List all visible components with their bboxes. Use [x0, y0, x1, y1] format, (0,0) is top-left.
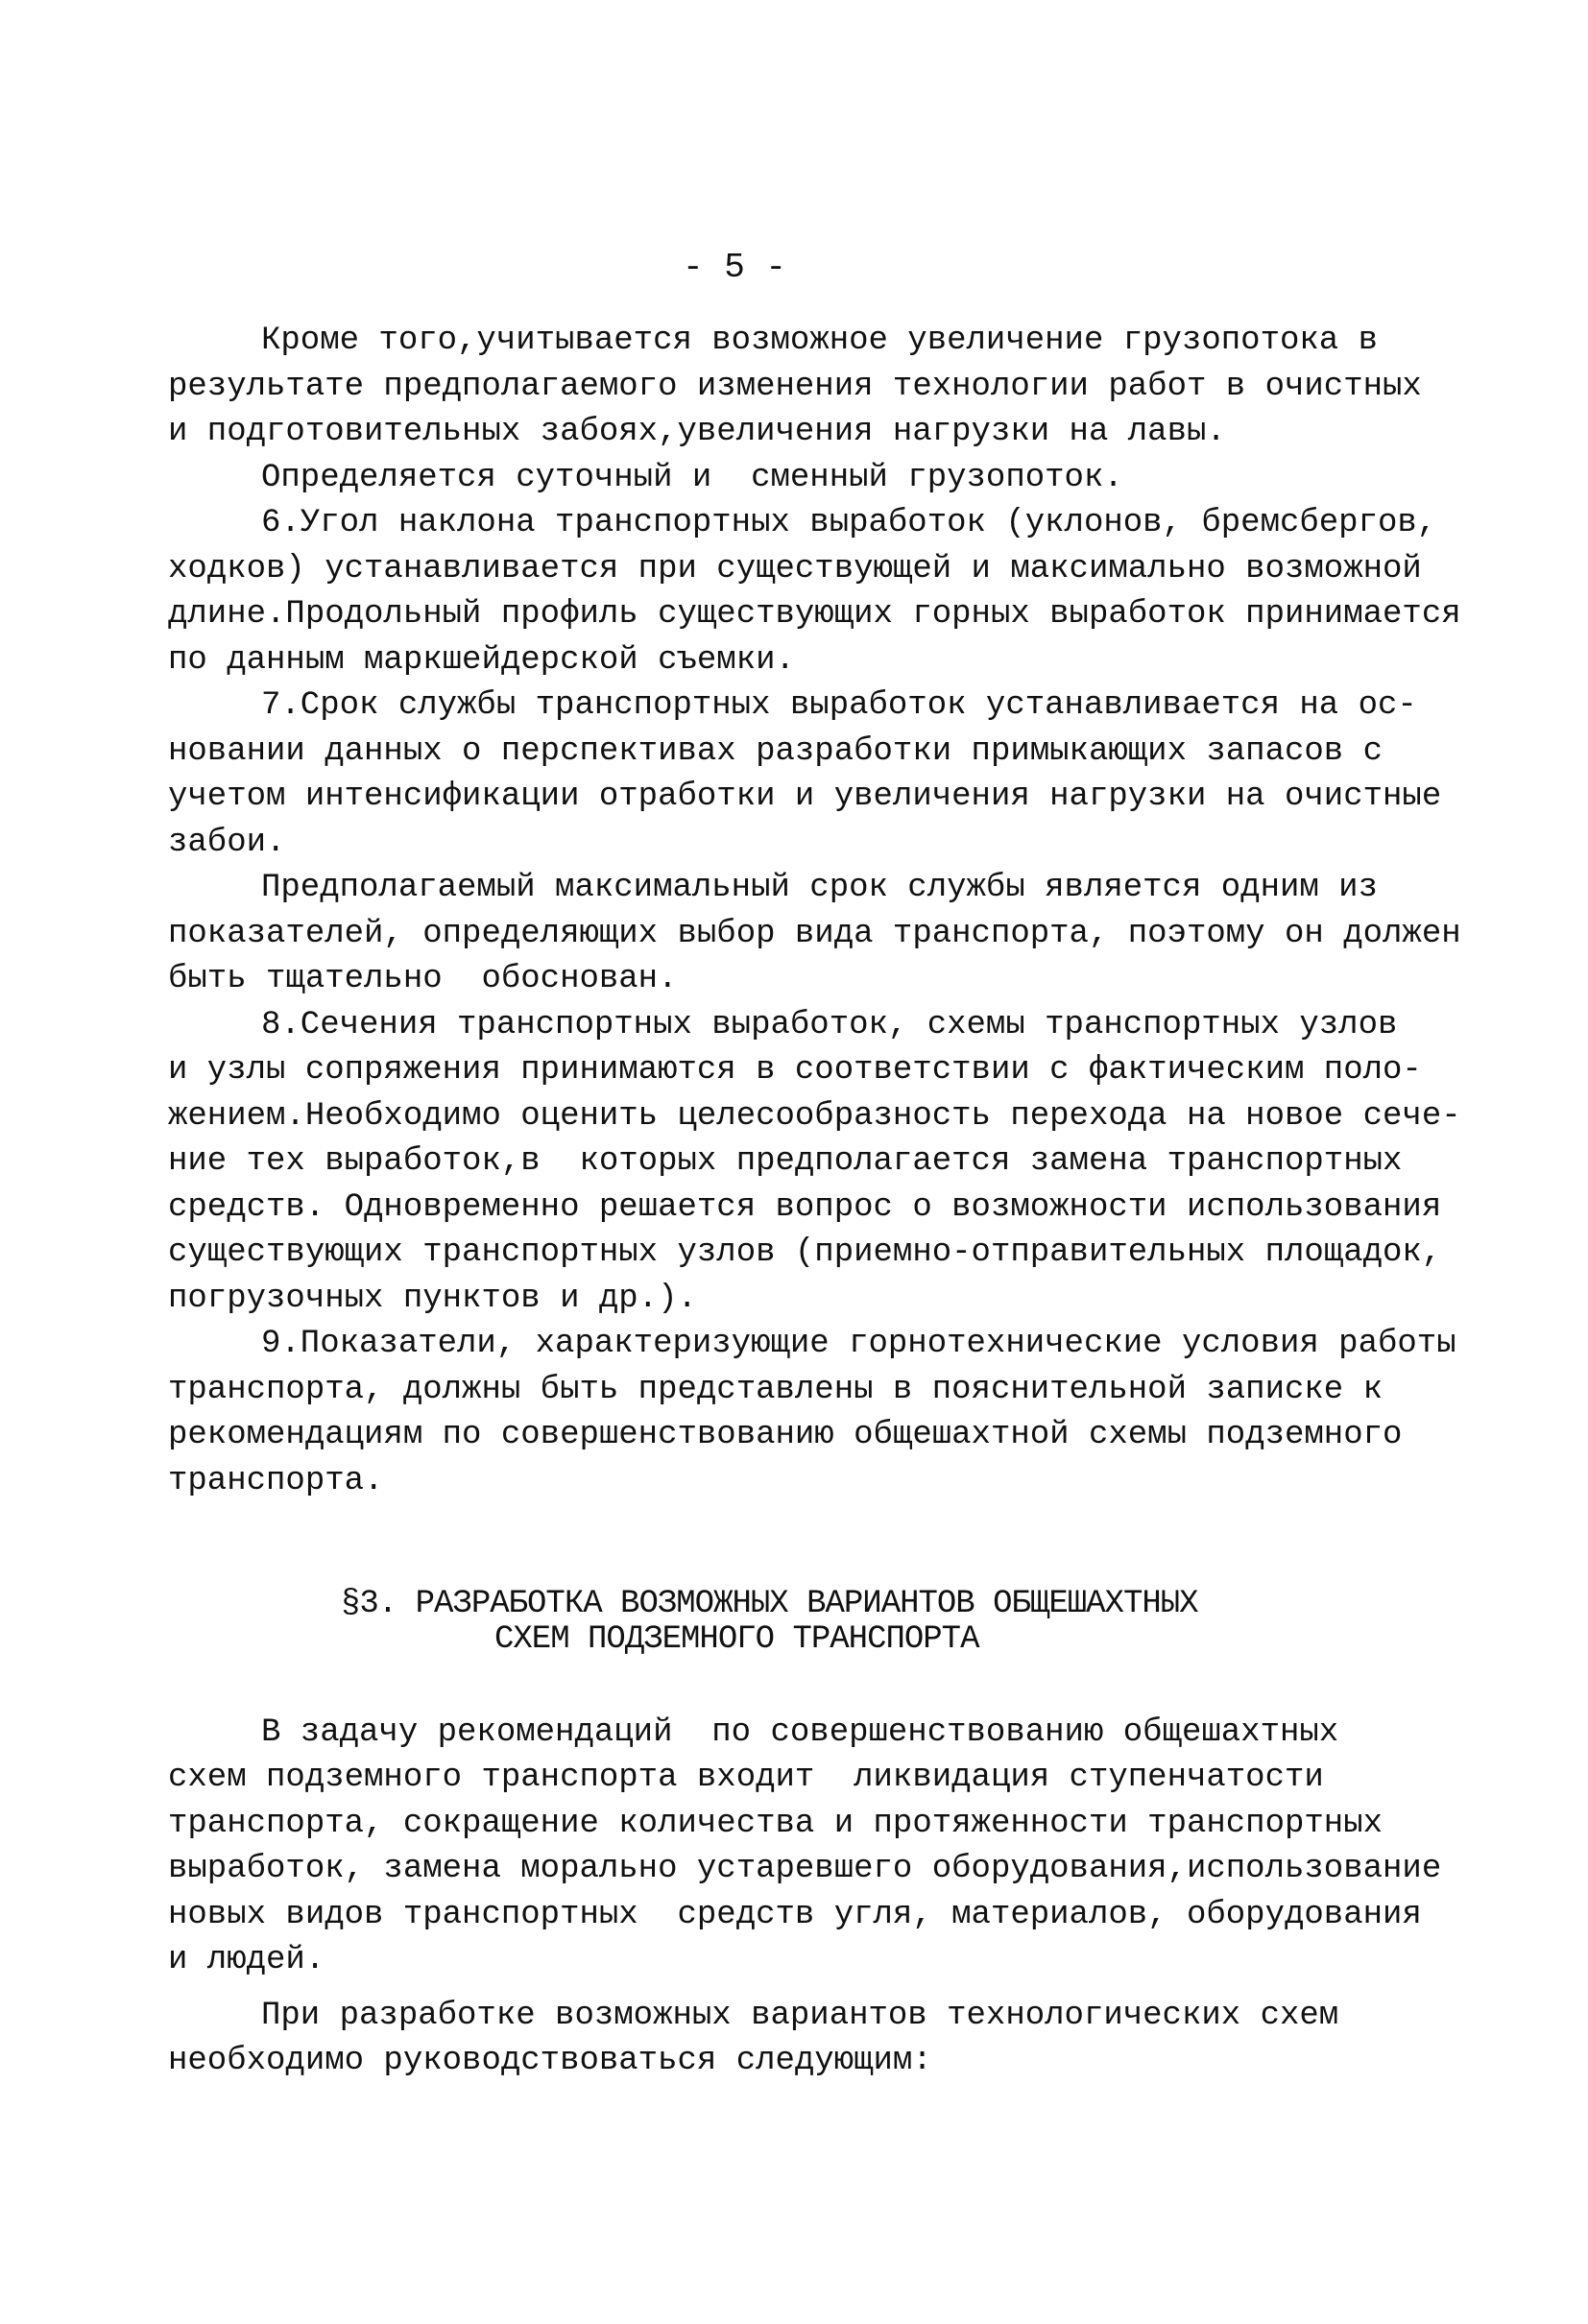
text-line: и людей.	[168, 1942, 325, 1978]
section-heading-line: §3. РАЗРАБОТКА ВОЗМОЖНЫХ ВАРИАНТОВ ОБЩЕШАХТНЫХ	[341, 1586, 1198, 1622]
text-line: Кроме того,учитывается возможное увеличение грузопотока в	[261, 323, 1378, 359]
text-line: и узлы сопряжения принимаются в соответствии с фактическим поло-	[168, 1052, 1422, 1089]
text-line: по данным маркшейдерской съемки.	[168, 642, 795, 679]
text-line: учетом интенсификации отработки и увеличения нагрузки на очистные	[168, 779, 1442, 815]
text-line: схем подземного транспорта входит ликвидация ступенчатости	[168, 1760, 1324, 1796]
text-line: новых видов транспортных средств угля, материалов, оборудования	[168, 1897, 1422, 1933]
text-line: транспорта.	[168, 1463, 384, 1499]
text-line: рекомендациям по совершенствованию общешахтной схемы подземного	[168, 1417, 1403, 1453]
text-line: транспорта, сокращение количества и протяженности транспортных	[168, 1806, 1383, 1842]
text-line: 6.Угол наклона транспортных выработок (уклонов, бремсбергов,	[261, 505, 1437, 541]
section-heading-line: СХЕМ ПОДЗЕМНОГО ТРАНСПОРТА	[494, 1621, 979, 1658]
text-line: В задачу рекомендаций по совершенствованию общешахтных	[261, 1714, 1339, 1751]
text-line: 9.Показатели, характеризующие горнотехнические условия работы	[261, 1326, 1456, 1362]
text-line: 7.Срок службы транспортных выработок устанавливается на ос-	[261, 687, 1417, 724]
text-line: необходимо руководствоваться следующим:	[168, 2043, 932, 2079]
text-line: выработок, замена морально устаревшего оборудования,использование	[168, 1851, 1442, 1887]
text-line: ние тех выработок,в которых предполагается замена транспортных	[168, 1143, 1403, 1180]
text-line: новании данных о перспективах разработки примыкающих запасов с	[168, 733, 1383, 770]
text-line: Определяется суточный и сменный грузопоток.	[261, 460, 1123, 496]
text-line: средств. Одновременно решается вопрос о возможности использования	[168, 1189, 1442, 1226]
text-line: и подготовительных забоях,увеличения нагрузки на лавы.	[168, 414, 1226, 450]
page-number: - 5 -	[682, 248, 787, 287]
text-line: существующих транспортных узлов (приемно-отправительных площадок,	[168, 1234, 1442, 1271]
text-line: жением.Необходимо оценить целесообразность перехода на новое сече-	[168, 1098, 1461, 1135]
text-line: ходков) устанавливается при существующей и максимально возможной	[168, 551, 1422, 587]
text-line: погрузочных пунктов и др.).	[168, 1281, 697, 1317]
text-line: транспорта, должны быть представлены в пояснительной записке к	[168, 1372, 1383, 1408]
text-line: забои.	[168, 825, 286, 861]
text-line: 8.Сечения транспортных выработок, схемы транспортных узлов	[261, 1007, 1398, 1043]
text-line: быть тщательно обоснован.	[168, 961, 678, 997]
text-line: показателей, определяющих выбор вида транспорта, поэтому он должен	[168, 916, 1461, 952]
text-line: результате предполагаемого изменения технологии работ в очистных	[168, 369, 1422, 405]
text-line: При разработке возможных вариантов технологических схем	[261, 1998, 1339, 2034]
text-line: Предполагаемый максимальный срок службы является одним из	[261, 870, 1378, 906]
text-line: длине.Продольный профиль существующих горных выработок принимается	[168, 596, 1461, 633]
